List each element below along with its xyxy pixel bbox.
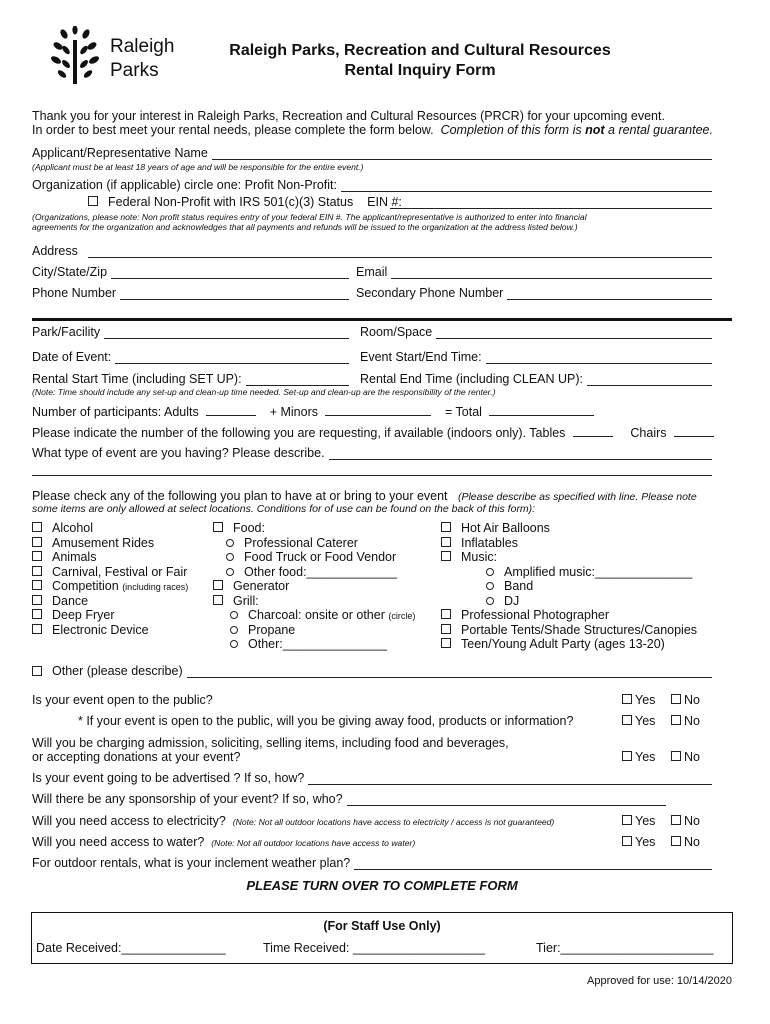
question-water — [32, 835, 415, 851]
question-charging-line1: Will you be charging admission, soliciting, selling items, including food and beverages, — [32, 736, 509, 750]
question-electricity — [32, 814, 554, 830]
check-inflatables[interactable] — [441, 536, 518, 550]
logo-text-parks: Parks — [110, 60, 159, 81]
rental-start-label: Rental Start Time (including SET UP): — [32, 372, 242, 386]
check-label: Animals — [52, 550, 97, 564]
intro-guarantee-note — [441, 123, 713, 137]
rental-end-field[interactable] — [587, 373, 712, 386]
guarantee-not: not — [585, 123, 605, 137]
public-no[interactable] — [671, 693, 700, 707]
check-label: Deep Fryer — [52, 608, 115, 622]
radio-circle[interactable] — [226, 539, 234, 547]
radio-circle[interactable] — [226, 553, 234, 561]
check-label: Generator — [233, 579, 290, 593]
radio-other-food[interactable] — [226, 565, 397, 579]
checkbox[interactable] — [32, 537, 42, 547]
event-date-row — [32, 350, 349, 364]
applicant-age-note: (Applicant must be at least 18 years of age and will be responsible for the entire event.) — [32, 162, 364, 172]
advertised-row — [32, 771, 712, 785]
charging-yes[interactable] — [622, 750, 655, 764]
date-received[interactable]: Date Received:_______________ — [36, 941, 226, 955]
sponsorship-label: Will there be any sponsorship of your event? If so, who? — [32, 792, 343, 806]
check-competition[interactable] — [32, 579, 188, 594]
time-note: (Note: Time should include any set-up and clean-up time needed. Set-up and clean-up are the responsibility of the renter.) — [32, 387, 496, 397]
minors-field[interactable] — [325, 404, 431, 416]
no-label: No — [684, 750, 700, 764]
other-checkbox[interactable] — [32, 666, 42, 676]
rental-start-row — [32, 372, 349, 386]
check-label: Professional Photographer — [461, 608, 610, 622]
radio-label: Amplified music:______________ — [504, 564, 693, 579]
check-food[interactable] — [213, 521, 265, 535]
checkbox[interactable] — [441, 624, 451, 634]
secondary-phone-row — [356, 286, 712, 300]
check-label: Portable Tents/Shade Structures/Canopies — [461, 622, 698, 637]
competition-note: (including races) — [122, 582, 189, 592]
participants-row — [32, 404, 594, 420]
check-deep-fryer[interactable] — [32, 608, 115, 622]
check-label: Competition — [52, 579, 119, 593]
approval-date: Approved for use: 10/14/2020 — [587, 975, 732, 987]
giveaway-yes[interactable] — [622, 714, 655, 728]
radio-professional-caterer[interactable] — [226, 536, 358, 550]
event-time-row — [360, 350, 712, 364]
checkbox[interactable] — [671, 815, 681, 825]
check-professional-photographer[interactable] — [441, 608, 609, 622]
rental-end-row — [360, 372, 712, 386]
check-animals[interactable] — [32, 550, 96, 564]
radio-other-grill[interactable] — [230, 637, 387, 651]
park-label: Park/Facility — [32, 325, 101, 339]
radio-label: Professional Caterer — [244, 535, 358, 550]
no-label: No — [684, 814, 700, 828]
adults-field[interactable] — [206, 404, 256, 416]
event-type-row — [32, 446, 712, 460]
check-amusement-rides[interactable] — [32, 536, 154, 550]
checkbox[interactable] — [622, 815, 632, 825]
checkbox[interactable] — [671, 715, 681, 725]
sponsorship-row — [32, 792, 666, 806]
minors-label: + Minors — [269, 405, 318, 419]
organization-row — [32, 178, 712, 192]
form-title-line1: Raleigh Parks, Recreation and Cultural Resources — [229, 42, 611, 59]
city-row — [32, 265, 349, 279]
tier[interactable]: Tier:______________________ — [536, 941, 714, 955]
section-divider — [32, 318, 732, 321]
turn-over-notice: PLEASE TURN OVER TO COMPLETE FORM — [246, 878, 518, 893]
checkbox[interactable] — [32, 609, 42, 619]
check-dance[interactable] — [32, 594, 88, 608]
event-type-label: What type of event are you having? Please describe. — [32, 446, 325, 460]
weather-plan-row — [32, 856, 712, 870]
checkbox[interactable] — [671, 836, 681, 846]
radio-label: Food Truck or Food Vendor — [244, 550, 397, 564]
check-label: Teen/Young Adult Party (ages 13-20) — [461, 637, 665, 651]
tables-field[interactable] — [573, 425, 613, 437]
check-label: Hot Air Balloons — [461, 521, 550, 535]
checkbox[interactable] — [441, 609, 451, 619]
event-date-label: Date of Event: — [32, 350, 112, 364]
chairs-field[interactable] — [674, 425, 714, 437]
yes-label: Yes — [635, 750, 656, 764]
public-yes[interactable] — [622, 693, 655, 707]
check-hot-air-balloons[interactable] — [441, 521, 550, 535]
checkbox[interactable] — [32, 595, 42, 605]
checkbox[interactable] — [32, 580, 42, 590]
check-label: Food: — [233, 521, 265, 535]
check-label: Alcohol — [52, 521, 93, 535]
radio-circle[interactable] — [230, 611, 238, 619]
email-row — [356, 265, 712, 279]
check-carnival[interactable] — [32, 565, 187, 579]
applicant-name-row — [32, 146, 712, 160]
electricity-label: Will you need access to electricity? — [32, 814, 226, 828]
address-row — [32, 244, 712, 258]
yes-label: Yes — [635, 814, 656, 828]
water-no[interactable] — [671, 835, 700, 849]
applicant-name-field[interactable] — [212, 147, 712, 160]
yes-label: Yes — [635, 693, 656, 707]
participants-label: Number of participants: Adults — [32, 405, 199, 419]
event-type-field-line2[interactable] — [32, 475, 712, 476]
phone-field[interactable] — [120, 287, 349, 300]
question-charging-line2: or accepting donations at your event? — [32, 750, 241, 764]
intro-line2-text: In order to best meet your rental needs, please complete the form below. — [32, 123, 434, 137]
radio-circle[interactable] — [230, 640, 238, 648]
tree-logo-icon — [48, 26, 104, 86]
check-grill[interactable] — [213, 594, 259, 608]
circle-note: (circle) — [388, 611, 416, 621]
radio-circle[interactable] — [486, 582, 494, 590]
time-received[interactable]: Time Received: ___________________ — [263, 941, 485, 955]
checkbox[interactable] — [622, 751, 632, 761]
checkbox[interactable] — [32, 566, 42, 576]
ein-field[interactable] — [390, 208, 712, 209]
address-label: Address — [32, 244, 78, 258]
check-teen-party[interactable] — [441, 637, 665, 651]
sponsorship-field[interactable] — [347, 793, 666, 806]
event-time-field[interactable] — [486, 351, 712, 364]
radio-food-truck[interactable] — [226, 550, 396, 564]
checkbox[interactable] — [622, 836, 632, 846]
checklist-intro-line2: some items are only allowed at select locations. Conditions for of use can be found on the back of this form): — [32, 503, 536, 515]
checkbox[interactable] — [622, 694, 632, 704]
no-label: No — [684, 835, 700, 849]
advertised-field[interactable] — [308, 772, 712, 785]
federal-nonprofit-checkbox[interactable] — [88, 196, 98, 206]
checkbox[interactable] — [622, 715, 632, 725]
water-yes[interactable] — [622, 835, 655, 849]
check-label: Music: — [461, 550, 498, 564]
room-row — [360, 325, 712, 339]
radio-label: Other:_______________ — [248, 637, 388, 651]
electricity-no[interactable] — [671, 814, 700, 828]
radio-charcoal[interactable] — [230, 608, 415, 623]
tables-label: Please indicate the number of the following you are requesting, if available (indoors only). Tables — [32, 426, 566, 440]
guarantee-post: a rental guarantee. — [608, 123, 713, 137]
staff-use-title: (For Staff Use Only) — [323, 919, 441, 933]
check-portable-tents[interactable] — [441, 623, 697, 637]
check-label: Electronic Device — [52, 622, 149, 637]
no-label: No — [684, 714, 700, 728]
logo-text-raleigh: Raleigh — [110, 36, 175, 57]
other-describe-field[interactable] — [187, 665, 712, 678]
intro-line1: Thank you for your interest in Raleigh Parks, Recreation and Cultural Resources (PRCR) for your upcoming event. — [32, 109, 665, 123]
radio-dj[interactable] — [486, 594, 519, 608]
checklist-intro-note: (Please describe as specified with line. Please note — [457, 491, 697, 503]
rental-end-label: Rental End Time (including CLEAN UP): — [360, 372, 584, 386]
checkbox[interactable] — [441, 638, 451, 648]
park-row — [32, 325, 349, 339]
electricity-note: (Note: Not all outdoor locations have access to electricity / access is not guaranteed) — [232, 817, 555, 827]
check-generator[interactable] — [213, 579, 289, 593]
checkbox[interactable] — [32, 522, 42, 532]
ein-label: EIN #: — [367, 195, 402, 209]
event-time-label: Event Start/End Time: — [360, 350, 482, 364]
radio-propane[interactable] — [230, 623, 295, 637]
email-label: Email — [356, 265, 388, 279]
radio-label: Charcoal: onsite or other — [248, 608, 385, 622]
radio-amplified-music[interactable] — [486, 565, 692, 579]
checkbox[interactable] — [32, 551, 42, 561]
weather-plan-label: For outdoor rentals, what is your inclement weather plan? — [32, 856, 351, 870]
radio-circle[interactable] — [226, 568, 234, 576]
address-field[interactable] — [88, 245, 712, 258]
city-label: City/State/Zip — [32, 265, 108, 279]
checkbox[interactable] — [213, 595, 223, 605]
organization-label: Organization (if applicable) circle one: Profit Non-Profit: — [32, 178, 337, 192]
tables-chairs-row — [32, 425, 714, 441]
chairs-label: Chairs — [630, 426, 667, 440]
form-title-line2: Rental Inquiry Form — [344, 62, 496, 79]
guarantee-pre: Completion of this form is — [440, 123, 582, 137]
secondary-phone-field[interactable] — [507, 287, 712, 300]
yes-label: Yes — [635, 714, 656, 728]
check-electronic-device[interactable] — [32, 623, 149, 637]
radio-circle[interactable] — [486, 597, 494, 605]
checkbox[interactable] — [32, 624, 42, 634]
checkbox[interactable] — [671, 694, 681, 704]
yes-label: Yes — [635, 835, 656, 849]
check-label: Inflatables — [461, 535, 518, 550]
raleigh-parks-logo — [48, 26, 188, 86]
total-label: = Total — [444, 405, 482, 419]
water-note: (Note: Not all outdoor locations have access to water) — [211, 838, 416, 848]
weather-plan-field[interactable] — [354, 857, 712, 870]
phone-label: Phone Number — [32, 286, 117, 300]
park-field[interactable] — [104, 326, 349, 339]
water-label: Will you need access to water? — [32, 835, 205, 849]
giveaway-no[interactable] — [671, 714, 700, 728]
room-field[interactable] — [436, 326, 712, 339]
checkbox[interactable] — [671, 751, 681, 761]
checkbox[interactable] — [441, 537, 451, 547]
org-note-line2: agreements for the organization and acknowledges that all payments and refunds will be issued to the organization at the address listed below.) — [32, 222, 578, 232]
check-music[interactable] — [441, 550, 497, 564]
checkbox[interactable] — [441, 522, 451, 532]
question-public: Is your event open to the public? — [32, 693, 213, 707]
check-label: Amusement Rides — [52, 535, 155, 550]
federal-nonprofit-row — [88, 195, 402, 210]
applicant-name-label: Applicant/Representative Name — [32, 146, 208, 160]
intro-line2 — [32, 123, 713, 138]
no-label: No — [684, 693, 700, 707]
checklist-intro-text: Please check any of the following you plan to have at or bring to your event — [32, 489, 448, 503]
checkbox[interactable] — [213, 580, 223, 590]
advertised-label: Is your event going to be advertised ? If so, how? — [32, 771, 305, 785]
event-type-field[interactable] — [329, 447, 712, 460]
checkbox[interactable] — [441, 551, 451, 561]
question-giveaway: * If your event is open to the public, will you be giving away food, products or information? — [78, 714, 574, 728]
radio-label: Propane — [248, 622, 296, 637]
check-alcohol[interactable] — [32, 521, 93, 535]
event-date-field[interactable] — [115, 351, 349, 364]
federal-nonprofit-label: Federal Non-Profit with IRS 501(c)(3) Status — [108, 195, 354, 209]
organization-field[interactable] — [341, 179, 712, 192]
check-label: Grill: — [233, 593, 259, 608]
phone-row — [32, 286, 349, 300]
radio-circle[interactable] — [230, 626, 238, 634]
staff-use-box — [31, 912, 733, 964]
radio-band[interactable] — [486, 579, 533, 593]
electricity-yes[interactable] — [622, 814, 655, 828]
rental-start-field[interactable] — [246, 373, 349, 386]
radio-label: Band — [504, 579, 534, 593]
check-label: Carnival, Festival or Fair — [52, 564, 188, 579]
city-field[interactable] — [111, 266, 349, 279]
radio-label: DJ — [504, 593, 520, 608]
check-label: Dance — [52, 593, 89, 608]
total-field[interactable] — [489, 404, 594, 416]
radio-circle[interactable] — [486, 568, 494, 576]
email-field[interactable] — [391, 266, 712, 279]
radio-label: Other food:_____________ — [244, 564, 397, 579]
org-note-line1: (Organizations, please note: Non profit status requires entry of your federal EIN #. The applicant/representative is authorized to enter into financial — [32, 212, 587, 222]
checkbox[interactable] — [213, 522, 223, 532]
charging-no[interactable] — [671, 750, 700, 764]
other-describe-row — [32, 664, 712, 678]
other-label: Other (please describe) — [52, 664, 183, 678]
room-label: Room/Space — [360, 325, 433, 339]
secondary-phone-label: Secondary Phone Number — [356, 286, 504, 300]
